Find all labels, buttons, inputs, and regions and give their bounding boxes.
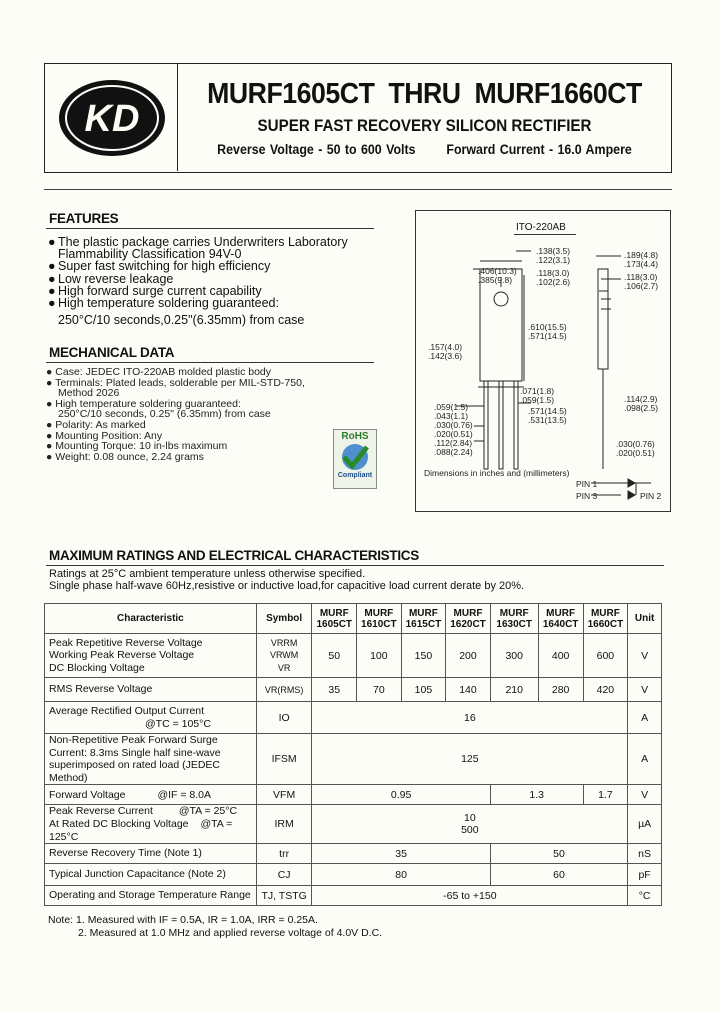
table-row: Typical Junction Capacitance (Note 2) CJ 80 60 pF (45, 864, 662, 886)
pin3-label: PIN 3 (576, 491, 598, 501)
col-characteristic: Characteristic (45, 604, 257, 634)
dim-label: .138(3.5) (536, 246, 571, 256)
features-rule (46, 228, 374, 229)
mech-item: ● Weight: 0.08 ounce, 2.24 grams (46, 450, 204, 463)
mech-item: ● Mounting Torque: 10 in-lbs maximum (46, 440, 228, 453)
table-row: Operating and Storage Temperature Range TJ, TSTG -65 to +150 °C (45, 886, 662, 906)
col-symbol: Symbol (256, 604, 312, 634)
dim-label: .385(9.8) (478, 275, 513, 285)
feature-item: ● The plastic package carries Underwriters Laboratory (48, 235, 348, 249)
ratings-condition: Ratings at 25°C ambient temperature unless otherwise specified. (49, 568, 366, 580)
dim-label: .020(0.51) (434, 429, 473, 439)
ratings-table (44, 603, 662, 906)
feature-item: ● Super fast switching for high efficiency (48, 259, 271, 274)
mech-item: ● Polarity: As marked (46, 418, 146, 431)
dim-label: .189(4.8) (624, 250, 659, 260)
table-row: Reverse Recovery Time (Note 1) trr 35 50 nS (45, 844, 662, 864)
dim-label: .112(2.84) (434, 438, 473, 448)
logo-text: KD (84, 98, 140, 140)
feature-item: ● High forward surge current capability (48, 283, 262, 298)
pin1-label: PIN 1 (576, 479, 598, 489)
table-row: RMS Reverse Voltage VR(RMS) 35 70 105 140 210 280 420 V (45, 678, 662, 702)
mechanical-list (46, 367, 305, 462)
dim-label: .059(1.5) (520, 395, 555, 405)
dim-label: .030(0.76) (434, 420, 473, 430)
col-part: MURF 1605CT (312, 604, 357, 634)
dim-label: .118(3.0) (536, 268, 570, 278)
col-unit: Unit (628, 604, 662, 634)
col-part: MURF 1640CT (538, 604, 583, 634)
rohs-badge (333, 429, 377, 489)
rohs-compliant-label: Compliant (337, 472, 373, 479)
dim-label: .098(2.5) (624, 403, 659, 413)
dim-label: .118(3.0) (624, 272, 658, 282)
dim-label: .173(4.4) (624, 259, 659, 269)
feature-item: ● High temperature soldering guaranteed: (48, 296, 279, 311)
col-part: MURF 1610CT (357, 604, 402, 634)
logo-cell (45, 64, 178, 171)
pin2-label: PIN 2 (640, 491, 662, 501)
dim-label: .102(2.6) (536, 277, 571, 287)
dimensions-caption: Dimensions in inches and (millimeters) (424, 468, 570, 478)
ratings-rule (46, 565, 664, 566)
table-row: Peak Repetitive Reverse Voltage Working Peak Reverse Voltage DC Blocking Voltage VRRM VRWM VR 50 100 150 200 300 400 600 V (45, 634, 662, 678)
mech-item: 250°C/10 seconds, 0.25" (6.35mm) from case (58, 408, 271, 421)
dim-label: .088(2.24) (434, 447, 473, 457)
mech-item: ● Case: JEDEC ITO-220AB molded plastic body (46, 366, 272, 378)
dim-label: .030(0.76) (616, 439, 655, 449)
header-box (44, 63, 672, 173)
features-list (48, 236, 348, 326)
feature-item: ● Low reverse leakage (48, 271, 174, 286)
mech-item: ● Terminals: Plated leads, solderable per MIL-STD-750, (46, 376, 305, 389)
dim-label: .114(2.9) (624, 394, 658, 404)
dim-label: .106(2.7) (624, 281, 659, 291)
note-2: 2. Measured at 1.0 MHz and applied reverse voltage of 4.0V D.C. (78, 927, 383, 939)
ratings-condition: Single phase half-wave 60Hz,resistive or inductive load,for capacitive load current derate by 20%. (49, 580, 525, 592)
feature-item: 250°C/10 seconds,0.25"(6.35mm) from case (58, 313, 305, 328)
dim-label: .071(1.8) (520, 386, 555, 396)
table-row: Forward Voltage @IF = 8.0A VFM 0.95 1.3 1.7 V (45, 785, 662, 805)
mech-item: ● High temperature soldering guaranteed: (46, 397, 241, 410)
feature-item: Flammability Classification 94V-0 (58, 247, 242, 262)
page-subtitle: SUPER FAST RECOVERY SILICON RECTIFIER (257, 117, 592, 135)
forward-current-spec: Forward Current - 16.0 Ampere (446, 142, 632, 157)
table-row: Non-Repetitive Peak Forward Surge Current: 8.3ms Single half sine-wave superimposed on rated load (JEDEC Method) IFSM 125 A (45, 734, 662, 785)
dim-label: .043(1.1) (434, 411, 469, 421)
package-diagram (415, 210, 671, 512)
dim-label: .610(15.5) (528, 322, 567, 332)
dim-label: .571(14.5) (528, 331, 567, 341)
rohs-label: RoHS (341, 431, 369, 442)
features-title: FEATURES (49, 211, 119, 226)
mechanical-rule (46, 362, 374, 363)
dim-label: .020(0.51) (616, 448, 655, 458)
mech-item: ● Mounting Position: Any (46, 429, 163, 442)
dim-label: .157(4.0) (428, 342, 463, 352)
rohs-check-icon (334, 442, 376, 472)
note-1: Note: 1. Measured with IF = 0.5A, IR = 1.0A, IRR = 0.25A. (48, 914, 318, 926)
kd-logo (45, 64, 177, 171)
col-part: MURF 1620CT (446, 604, 491, 634)
table-row: Peak Reverse Current @TA = 25°C At Rated DC Blocking Voltage @TA = 125°C IRM 10 500 µA (45, 805, 662, 844)
dim-label: .059(1.5) (434, 402, 469, 412)
ratings-title: MAXIMUM RATINGS AND ELECTRICAL CHARACTERISTICS (49, 548, 419, 563)
header-divider (44, 189, 672, 190)
dim-label: .142(3.6) (428, 351, 463, 361)
page-title: MURF1605CT THRU MURF1660CT (207, 78, 642, 110)
col-part: MURF 1615CT (401, 604, 446, 634)
col-part: MURF 1630CT (490, 604, 538, 634)
mechanical-title: MECHANICAL DATA (49, 345, 175, 360)
dim-label: .406(10.3) (478, 266, 517, 276)
col-part: MURF 1660CT (583, 604, 628, 634)
title-cell (178, 64, 671, 171)
table-header-row (45, 604, 662, 634)
mech-item: Method 2026 (58, 387, 120, 400)
reverse-voltage-spec: Reverse Voltage - 50 to 600 Volts (217, 142, 416, 157)
table-row: Average Rectified Output Current @TC = 105°C IO 16 A (45, 702, 662, 734)
package-name: ITO-220AB (516, 222, 566, 233)
dim-label: .122(3.1) (536, 255, 571, 265)
dim-label: .531(13.5) (528, 415, 567, 425)
dim-label: .571(14.5) (528, 406, 567, 416)
